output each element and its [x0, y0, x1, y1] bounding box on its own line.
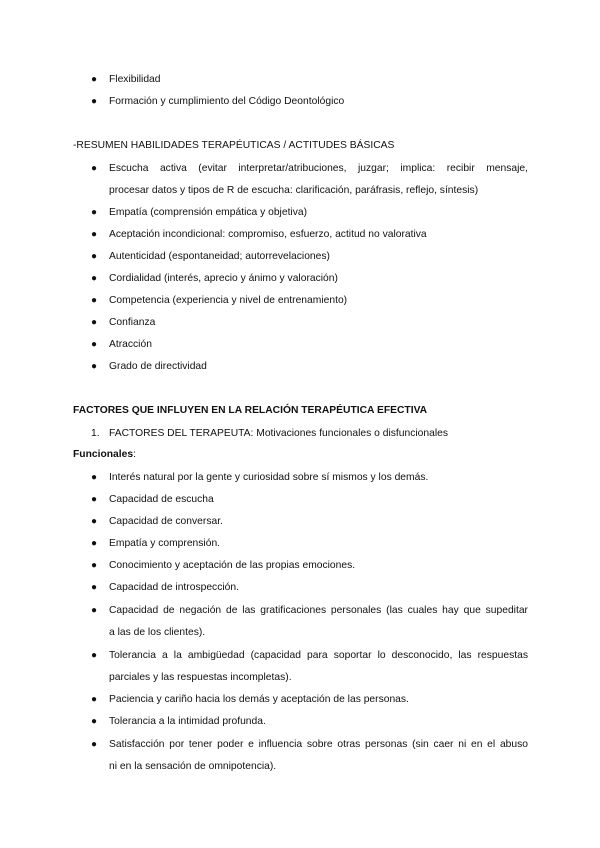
list-item: Grado de directividad	[109, 361, 207, 372]
list-item: Empatía (comprensión empática y objetiva)	[109, 207, 308, 218]
bullet-icon: ●	[91, 207, 98, 218]
bullet-icon: ●	[91, 605, 98, 616]
section-heading: FACTORES QUE INFLUYEN EN LA RELACIÓN TERAPÉUTICA EFECTIVA	[73, 405, 428, 416]
bullet-icon: ●	[91, 560, 98, 571]
list-item: Capacidad de conversar.	[109, 516, 223, 527]
bullet-icon: ●	[91, 361, 98, 372]
list-item: Atracción	[109, 339, 152, 350]
list-item: Formación y cumplimiento del Código Deontológico	[109, 96, 345, 107]
subheading-label: Funcionales	[73, 449, 134, 460]
bullet-icon: ●	[91, 472, 98, 483]
list-item: Aceptación incondicional: compromiso, esfuerzo, actitud no valorativa	[109, 229, 427, 240]
list-item-line: Capacidad de negación de las gratificaciones personales (las cuales hay que supeditar	[109, 605, 528, 616]
bullet-icon: ●	[91, 582, 98, 593]
list-item-line: Escucha activa (evitar interpretar/atribuciones, juzgar; implica: recibir mensaje,	[109, 163, 528, 174]
bullet-icon: ●	[91, 739, 98, 750]
list-item: Conocimiento y aceptación de las propias emociones.	[109, 560, 356, 571]
list-item-line: Satisfacción por tener poder e influencia sobre otras personas (sin caer ni en el abuso	[109, 739, 528, 750]
list-item: Confianza	[109, 317, 156, 328]
list-item: Competencia (experiencia y nivel de entrenamiento)	[109, 295, 348, 306]
bullet-icon: ●	[91, 273, 98, 284]
subheading	[73, 448, 136, 462]
bullet-icon: ●	[91, 538, 98, 549]
list-item-line: a las de los clientes).	[109, 627, 206, 638]
bullet-icon: ●	[91, 163, 98, 174]
list-item-line: procesar datos y tipos de R de escucha: clarificación, paráfrasis, reflejo, síntesis)	[109, 185, 479, 196]
list-item: Flexibilidad	[109, 74, 161, 85]
bullet-icon: ●	[91, 96, 98, 107]
list-number: 1.	[91, 428, 100, 439]
list-item: Tolerancia a la intimidad profunda.	[109, 716, 266, 727]
list-item: Capacidad de introspección.	[109, 582, 239, 593]
bullet-icon: ●	[91, 295, 98, 306]
numbered-item: FACTORES DEL TERAPEUTA: Motivaciones funcionales o disfuncionales	[109, 428, 448, 439]
bullet-icon: ●	[91, 251, 98, 262]
list-item: Autenticidad (espontaneidad; autorrevelaciones)	[109, 251, 330, 262]
section-heading: -RESUMEN HABILIDADES TERAPÉUTICAS / ACTITUDES BÁSICAS	[73, 140, 395, 151]
bullet-icon: ●	[91, 74, 98, 85]
list-item: Paciencia y cariño hacia los demás y aceptación de las personas.	[109, 694, 409, 705]
bullet-icon: ●	[91, 494, 98, 505]
bullet-icon: ●	[91, 716, 98, 727]
bullet-icon: ●	[91, 650, 98, 661]
list-item: Capacidad de escucha	[109, 494, 214, 505]
bullet-icon: ●	[91, 229, 98, 240]
list-item: Cordialidad (interés, aprecio y ánimo y valoración)	[109, 273, 338, 284]
list-item: Empatía y comprensión.	[109, 538, 221, 549]
bullet-icon: ●	[91, 317, 98, 328]
list-item-line: Tolerancia a la ambigüedad (capacidad para soportar lo desconocido, las respuestas	[109, 650, 528, 661]
bullet-icon: ●	[91, 516, 98, 527]
list-item-line: parciales y las respuestas incompletas).	[109, 672, 292, 683]
bullet-icon: ●	[91, 694, 98, 705]
subheading-colon: :	[133, 449, 136, 460]
list-item: Interés natural por la gente y curiosidad sobre sí mismos y los demás.	[109, 472, 429, 483]
list-item-line: ni en la sensación de omnipotencia).	[109, 761, 277, 772]
bullet-icon: ●	[91, 339, 98, 350]
